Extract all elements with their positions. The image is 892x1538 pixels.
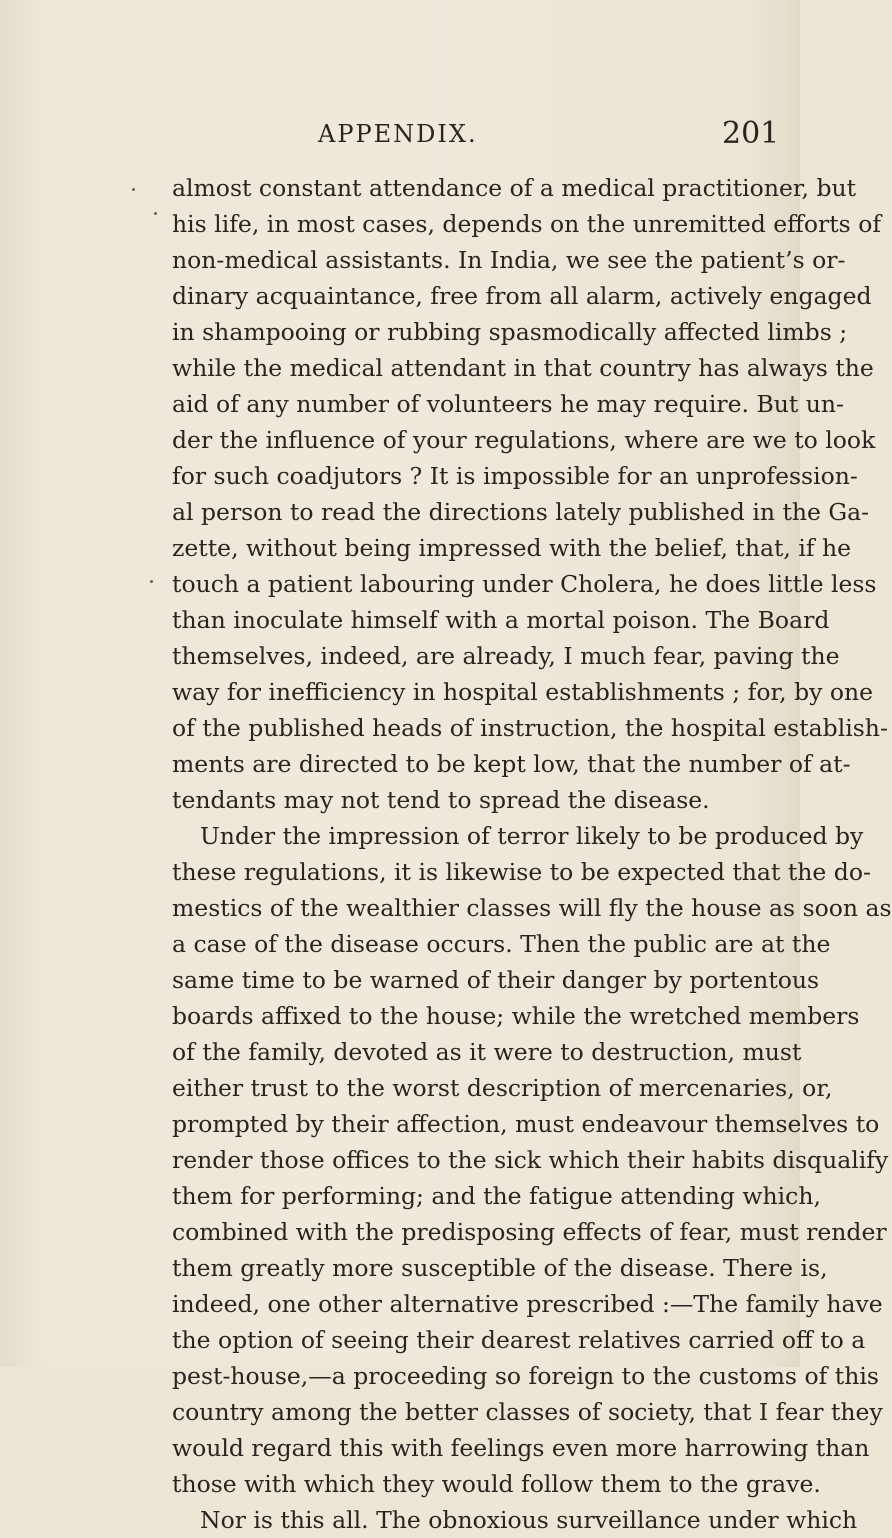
paper-speck [150, 580, 153, 583]
paragraph-first-line: Under the impression of terror likely to be produced by [200, 822, 864, 850]
text-line: indeed, one other alternative prescribed :—The family have [172, 1290, 883, 1318]
text-line: ments are directed to be kept low, that the number of at- [172, 750, 851, 778]
text-line: while the medical attendant in that country has always the [172, 354, 874, 382]
text-line: those with which they would follow them to the grave. [172, 1470, 821, 1498]
text-line: same time to be warned of their danger by portentous [172, 966, 820, 994]
text-line: them greatly more susceptible of the disease. There is, [172, 1254, 828, 1282]
text-line: zette, without being impressed with the belief, that, if he [172, 534, 852, 562]
page-header [0, 116, 800, 156]
text-line: of the published heads of instruction, the hospital establish- [172, 714, 888, 742]
text-line: tendants may not tend to spread the disease. [172, 786, 710, 814]
text-line: themselves, indeed, are already, I much fear, paving the [172, 642, 840, 670]
text-line: al person to read the directions lately published in the Ga- [172, 498, 870, 526]
running-head: APPENDIX. [318, 120, 478, 148]
text-line: non-medical assistants. In India, we see the patient’s or- [172, 246, 846, 274]
text-line: of the family, devoted as it were to destruction, must [172, 1038, 802, 1066]
text-line: country among the better classes of society, that I fear they [172, 1398, 883, 1426]
text-line: dinary acquaintance, free from all alarm, actively engaged [172, 282, 872, 310]
text-line: these regulations, it is likewise to be expected that the do- [172, 858, 871, 886]
text-line: way for inefficiency in hospital establishments ; for, by one [172, 678, 874, 706]
page-number: 201 [722, 116, 780, 151]
paragraph-first-line: Nor is this all. The obnoxious surveillance under which [200, 1506, 858, 1534]
text-line: would regard this with feelings even more harrowing than [172, 1434, 870, 1462]
text-line: the option of seeing their dearest relatives carried off to a [172, 1326, 866, 1354]
text-line: prompted by their affection, must endeavour themselves to [172, 1110, 880, 1138]
text-line: them for performing; and the fatigue attending which, [172, 1182, 821, 1210]
paper-speck [132, 188, 135, 191]
text-line: in shampooing or rubbing spasmodically affected limbs ; [172, 318, 848, 346]
paper-speck [154, 212, 157, 215]
text-line: boards affixed to the house; while the wretched members [172, 1002, 860, 1030]
text-line: almost constant attendance of a medical practitioner, but [172, 174, 857, 202]
text-line: touch a patient labouring under Cholera, he does little less [172, 570, 877, 598]
text-line: combined with the predisposing effects of fear, must render [172, 1218, 887, 1246]
text-line: than inoculate himself with a mortal poison. The Board [172, 606, 830, 634]
text-line: either trust to the worst description of mercenaries, or, [172, 1074, 833, 1102]
text-line: render those offices to the sick which their habits disqualify [172, 1146, 889, 1174]
text-line: mestics of the wealthier classes will fly the house as soon as [172, 894, 892, 922]
text-line: a case of the disease occurs. Then the public are at the [172, 930, 831, 958]
text-line: der the influence of your regulations, where are we to look [172, 426, 876, 454]
text-line: his life, in most cases, depends on the unremitted efforts of [172, 210, 882, 238]
text-line: for such coadjutors ? It is impossible for an unprofession- [172, 462, 858, 490]
text-line: pest-house,—a proceeding so foreign to the customs of this [172, 1362, 879, 1390]
text-line: aid of any number of volunteers he may require. But un- [172, 390, 844, 418]
